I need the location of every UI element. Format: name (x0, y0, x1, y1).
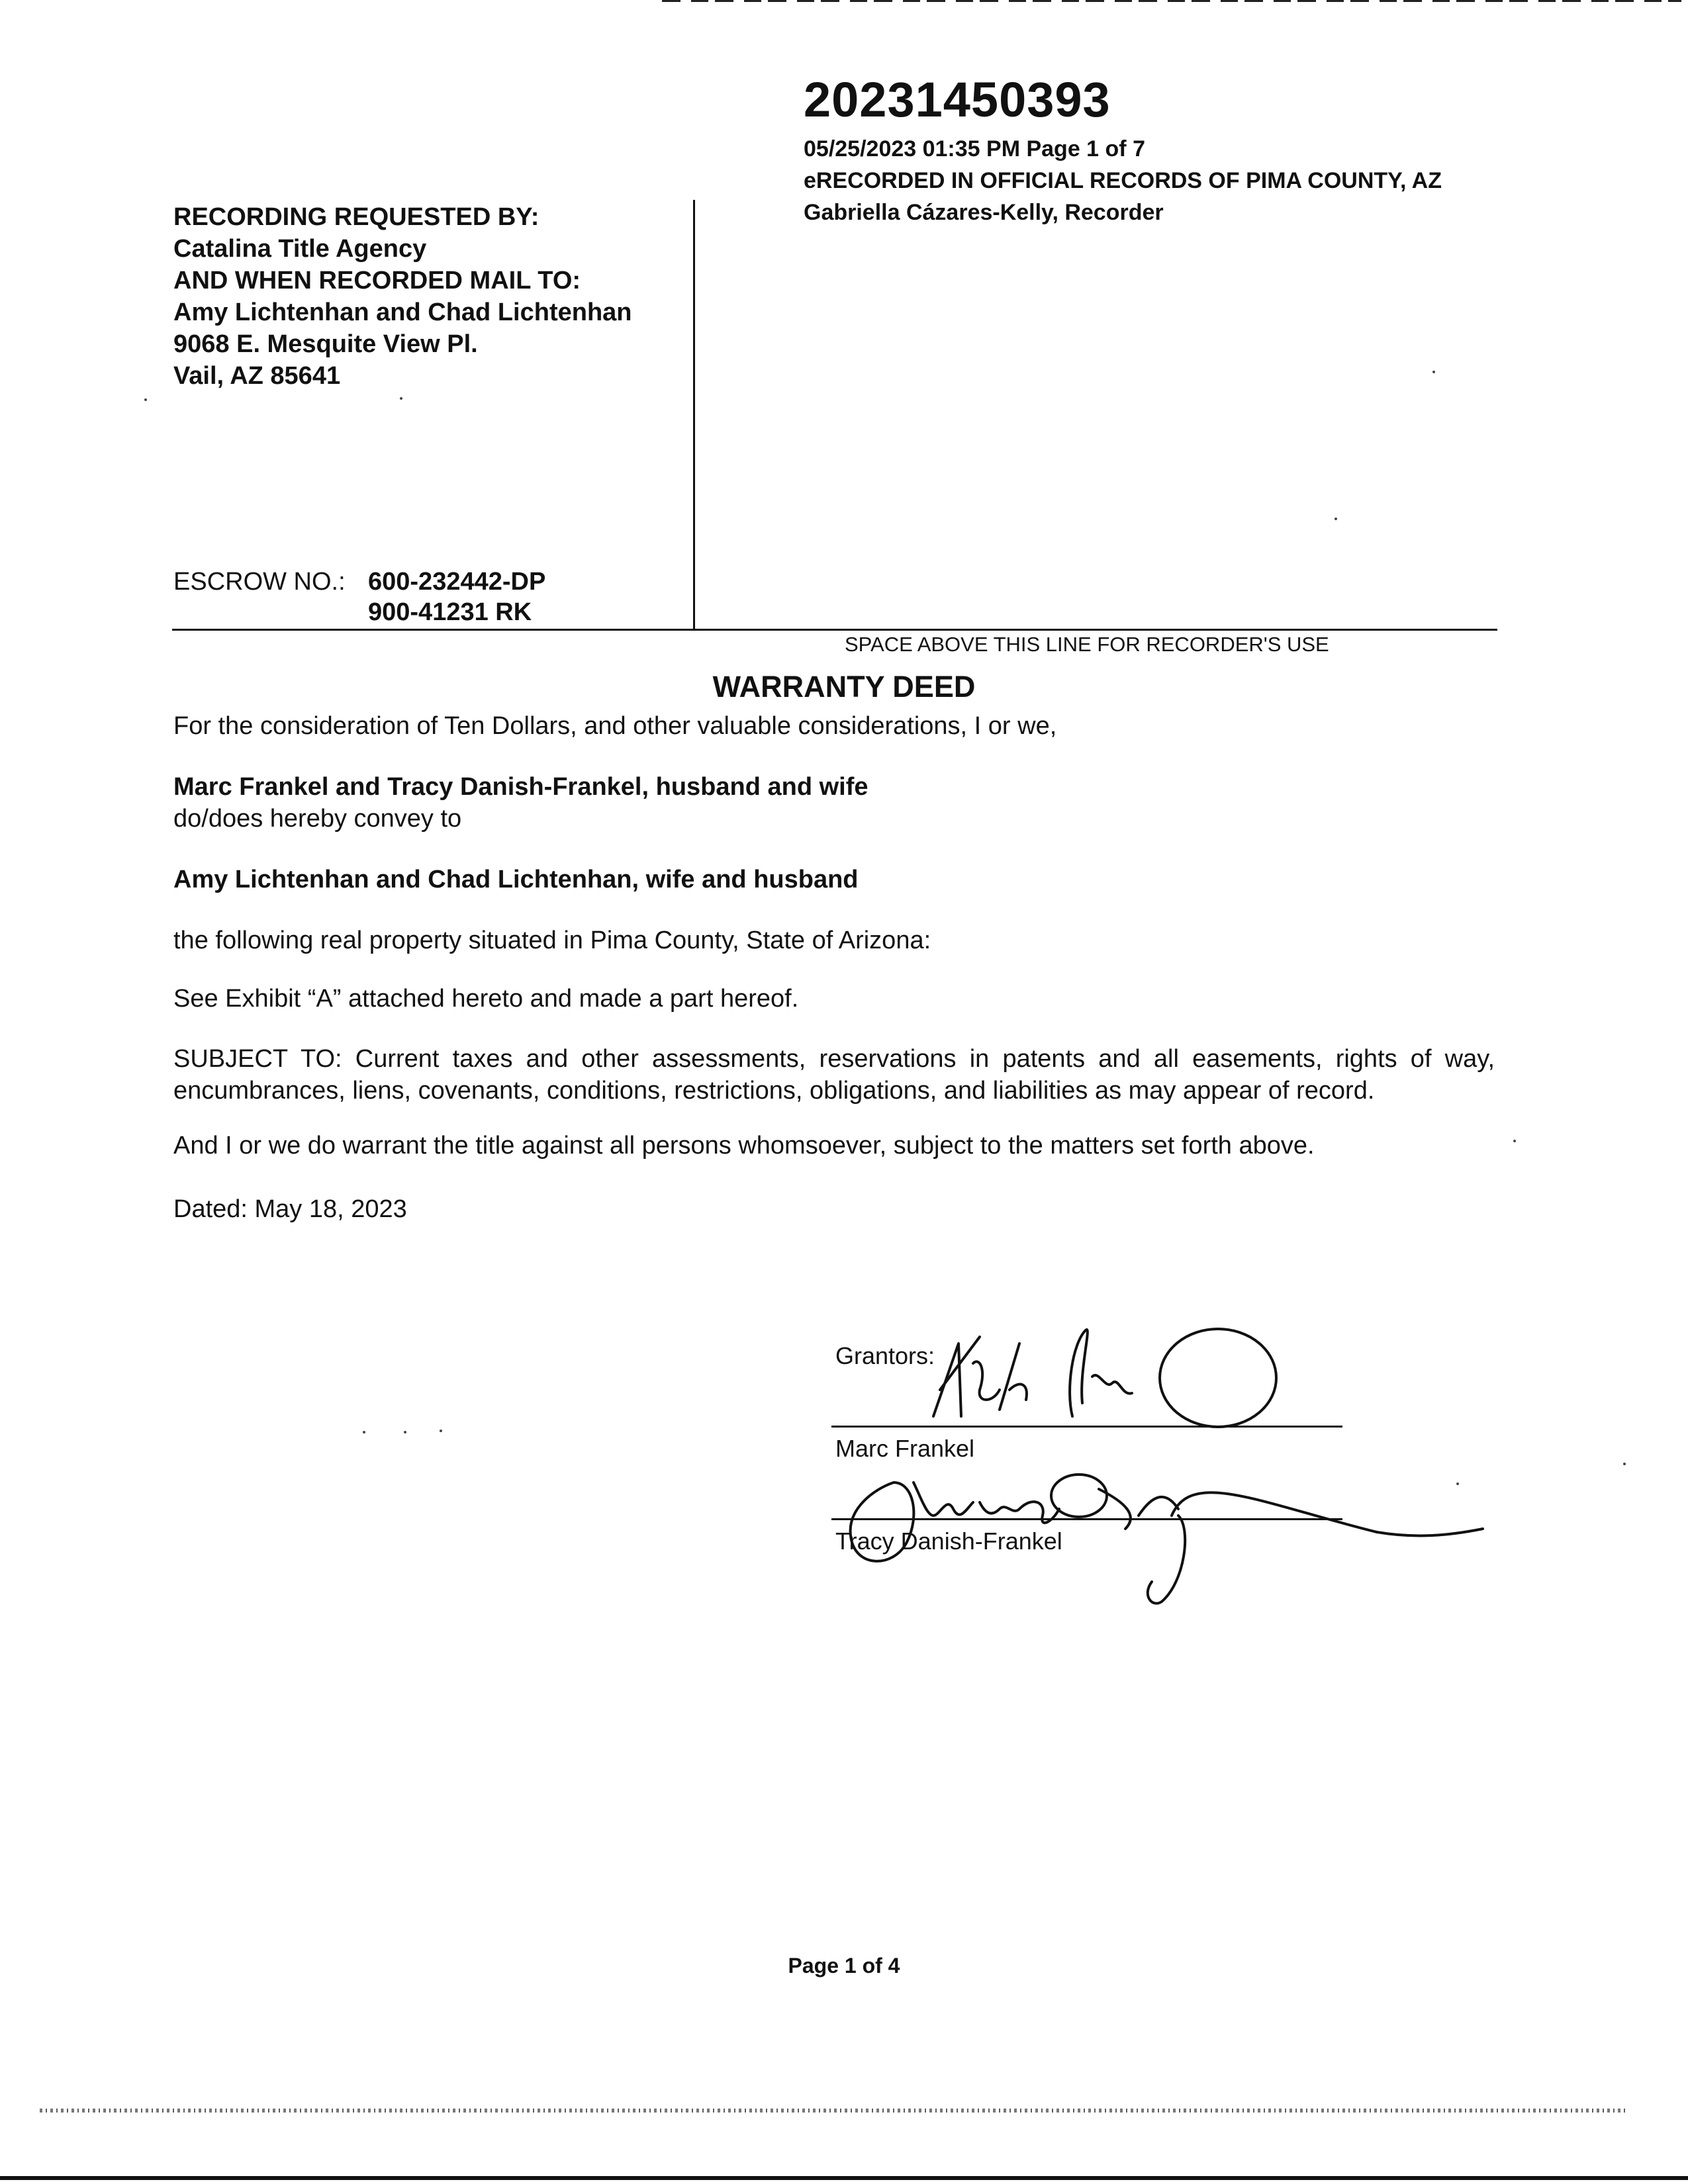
mail-to-city: Vail, AZ 85641 (173, 362, 341, 390)
recording-official-records: eRECORDED IN OFFICIAL RECORDS OF PIMA COUNTY, AZ (804, 168, 1442, 193)
scan-speck (1335, 518, 1337, 520)
consideration-text: For the consideration of Ten Dollars, and other valuable considerations, I or we, (173, 712, 1057, 740)
scan-noise-bottom (40, 2109, 1628, 2113)
scan-speck (1432, 371, 1435, 373)
escrow-label: ESCROW NO.: (173, 568, 346, 596)
scan-edge-bottom (0, 2176, 1688, 2180)
recording-requested-block (173, 201, 632, 392)
scan-speck (363, 1431, 365, 1433)
recording-number: 20231450393 (804, 72, 1111, 127)
requested-by-label: RECORDING REQUESTED BY: (173, 203, 539, 231)
requested-by-agency: Catalina Title Agency (173, 235, 427, 263)
scan-speck (404, 1431, 406, 1433)
escrow-number-1: 600-232442-DP (368, 568, 546, 596)
handwritten-signatures (781, 1317, 1509, 1608)
recording-datetime: 05/25/2023 01:35 PM Page 1 of 7 (804, 136, 1145, 161)
scan-speck (1623, 1463, 1626, 1465)
grantors-label: Grantors: (835, 1342, 935, 1369)
convey-text: do/does hereby convey to (173, 805, 462, 833)
exhibit-text: See Exhibit “A” attached hereto and made a part hereof. (173, 985, 799, 1013)
subject-to-text: SUBJECT TO: Current taxes and other assessments, reservations in patents and all easements, rights of way, encumbrances, liens, covenants, conditions, restrictions, obligations, and liabilities as may appear of record. (173, 1045, 1495, 1105)
scan-speck (440, 1430, 442, 1432)
mail-to-label: AND WHEN RECORDED MAIL TO: (173, 267, 581, 295)
scan-speck (144, 398, 147, 401)
grantors-names: Marc Frankel and Tracy Danish-Frankel, husband and wife (173, 773, 868, 801)
dated-text: Dated: May 18, 2023 (173, 1195, 407, 1223)
signer-name-2: Tracy Danish-Frankel (835, 1527, 1062, 1555)
recorder-space-line (172, 629, 1497, 631)
page-footer: Page 1 of 4 (788, 1954, 900, 1978)
mail-to-names: Amy Lichtenhan and Chad Lichtenhan (173, 298, 632, 326)
scan-speck (400, 397, 402, 400)
property-text: the following real property situated in Pima County, State of Arizona: (173, 927, 931, 954)
recording-recorder: Gabriella Cázares-Kelly, Recorder (804, 200, 1164, 225)
scan-noise-top (662, 0, 1681, 2)
recorder-use-note: SPACE ABOVE THIS LINE FOR RECORDER'S USE (845, 633, 1329, 656)
signer-name-1: Marc Frankel (835, 1435, 975, 1462)
warrant-text: And I or we do warrant the title against all persons whomsoever, subject to the matters set forth above. (173, 1132, 1315, 1160)
scan-speck (1513, 1140, 1516, 1142)
deed-title: WARRANTY DEED (712, 670, 976, 704)
escrow-number-2: 900-41231 RK (368, 598, 532, 626)
grantees-names: Amy Lichtenhan and Chad Lichtenhan, wife and husband (173, 866, 859, 893)
mail-to-street: 9068 E. Mesquite View Pl. (173, 330, 478, 358)
header-divider-vertical (693, 200, 695, 630)
